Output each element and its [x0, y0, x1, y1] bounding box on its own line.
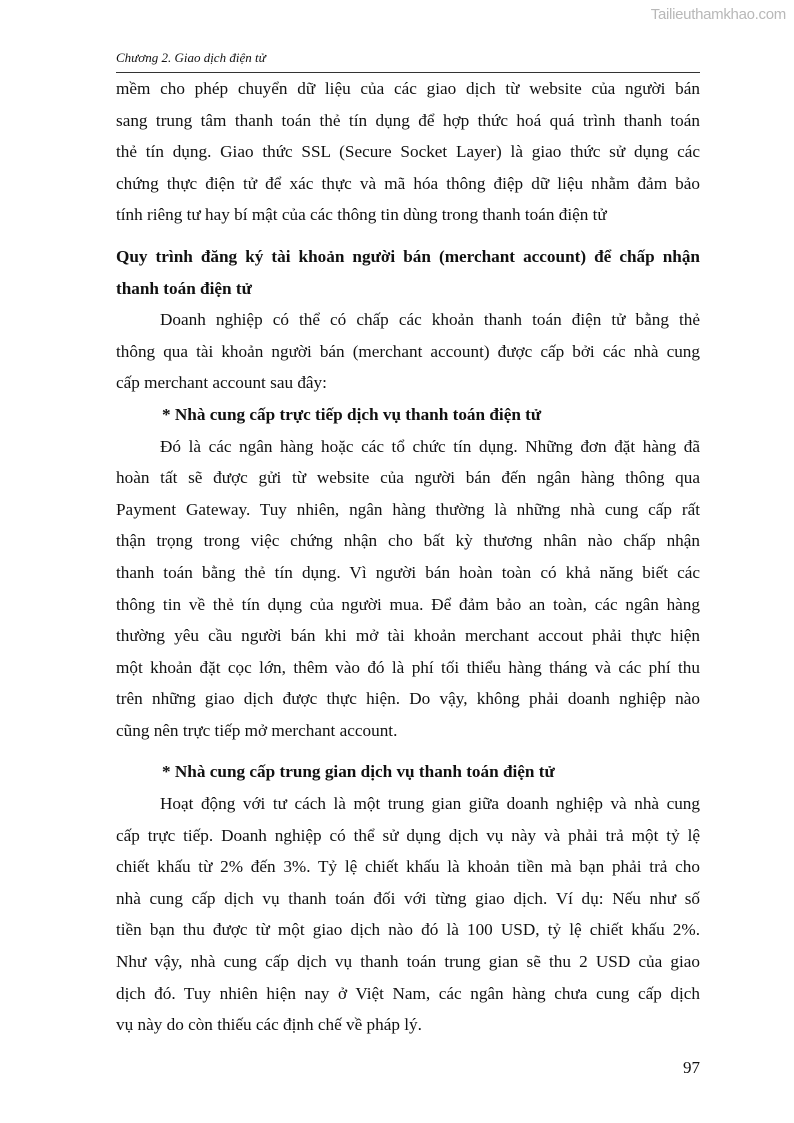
text-line: dịch đó. Tuy nhiên hiện nay ở Việt Nam, các ngân hàng chưa cung cấp dịch — [116, 983, 700, 1003]
text-line: trên những giao dịch được thực hiện. Do vậy, không phải doanh nghiệp nào — [116, 689, 700, 709]
heading-line: Quy trình đăng ký tài khoản người bán (merchant account) để chấp nhận — [116, 246, 700, 266]
page-number: 97 — [683, 1058, 700, 1077]
text-line: Payment Gateway. Tuy nhiên, ngân hàng thường là những nhà cung cấp rất — [116, 499, 700, 519]
text-line: mềm cho phép chuyển dữ liệu của các giao dịch từ website của người bán — [116, 79, 700, 98]
text-line: thường yêu cầu người bán khi mở tài khoản merchant accout phải thực hiện — [116, 626, 700, 646]
text-line: tiền bạn thu được từ một giao dịch nào đó là 100 USD, tỷ lệ chiết khấu 2%. — [116, 920, 700, 940]
text-line: Như vậy, nhà cung cấp dịch vụ thanh toán trung gian sẽ thu 2 USD của giao — [116, 952, 700, 972]
text-line: thận trọng trong việc chứng nhận cho bất kỳ thương nhân nào chấp nhận — [116, 531, 700, 551]
running-head: Chương 2. Giao dịch điện tử — [116, 50, 266, 65]
text-line: cũng nên trực tiếp mở merchant account. — [116, 720, 398, 740]
text-line: thông qua tài khoản người bán (merchant account) được cấp bởi các nhà cung — [116, 341, 700, 361]
text-line: Doanh nghiệp có thể có chấp các khoản thanh toán điện tử bằng thẻ — [160, 310, 700, 330]
text-line: cấp merchant account sau đây: — [116, 373, 327, 393]
text-line: thẻ tín dụng. Giao thức SSL (Secure Socket Layer) là giao thức sử dụng các — [116, 142, 700, 162]
text-line: vụ này do còn thiếu các định chế về pháp lý. — [116, 1015, 422, 1035]
text-line: thanh toán bằng thẻ tín dụng. Vì người bán hoàn toàn có khả năng biết các — [116, 562, 700, 582]
text-line: chứng thực điện tử để xác thực và mã hóa thông điệp dữ liệu nhằm đảm bảo — [116, 173, 700, 193]
text-line: chiết khấu từ 2% đến 3%. Tỷ lệ chiết khấu là khoản tiền mà bạn phải trả cho — [116, 857, 700, 877]
text-line: thông tin về thẻ tín dụng của người mua. Để đảm bảo an toàn, các ngân hàng — [116, 594, 700, 614]
watermark: Tailieuthamkhao.com — [650, 6, 786, 23]
text-line: nhà cung cấp dịch vụ thanh toán đối với từng giao dịch. Ví dụ: Nếu như số — [116, 888, 700, 908]
text-line: Hoạt động với tư cách là một trung gian giữa doanh nghiệp và nhà cung — [160, 794, 700, 814]
text-line: hoàn tất sẽ được gửi từ website của người bán đến ngân hàng thông qua — [116, 468, 700, 488]
subheading-line: * Nhà cung cấp trung gian dịch vụ thanh toán điện tử — [162, 762, 555, 782]
text-line: cấp trực tiếp. Doanh nghiệp có thể sử dụng dịch vụ này và phải trả một tỷ lệ — [116, 825, 700, 845]
text-line: một khoản đặt cọc lớn, thêm vào đó là phí tối thiểu hàng tháng và các phí thu — [116, 657, 700, 677]
text-line: tính riêng tư hay bí mật của các thông tin dùng trong thanh toán điện tử — [116, 205, 607, 225]
subheading-line: * Nhà cung cấp trực tiếp dịch vụ thanh toán điện tử — [162, 404, 542, 424]
text-line: Đó là các ngân hàng hoặc các tổ chức tín dụng. Những đơn đặt hàng đã — [160, 436, 700, 456]
text-line: sang trung tâm thanh toán thẻ tín dụng để hợp thức hoá quá trình thanh toán — [116, 110, 700, 130]
heading-line: thanh toán điện tử — [116, 278, 252, 298]
page-body — [116, 73, 700, 1041]
